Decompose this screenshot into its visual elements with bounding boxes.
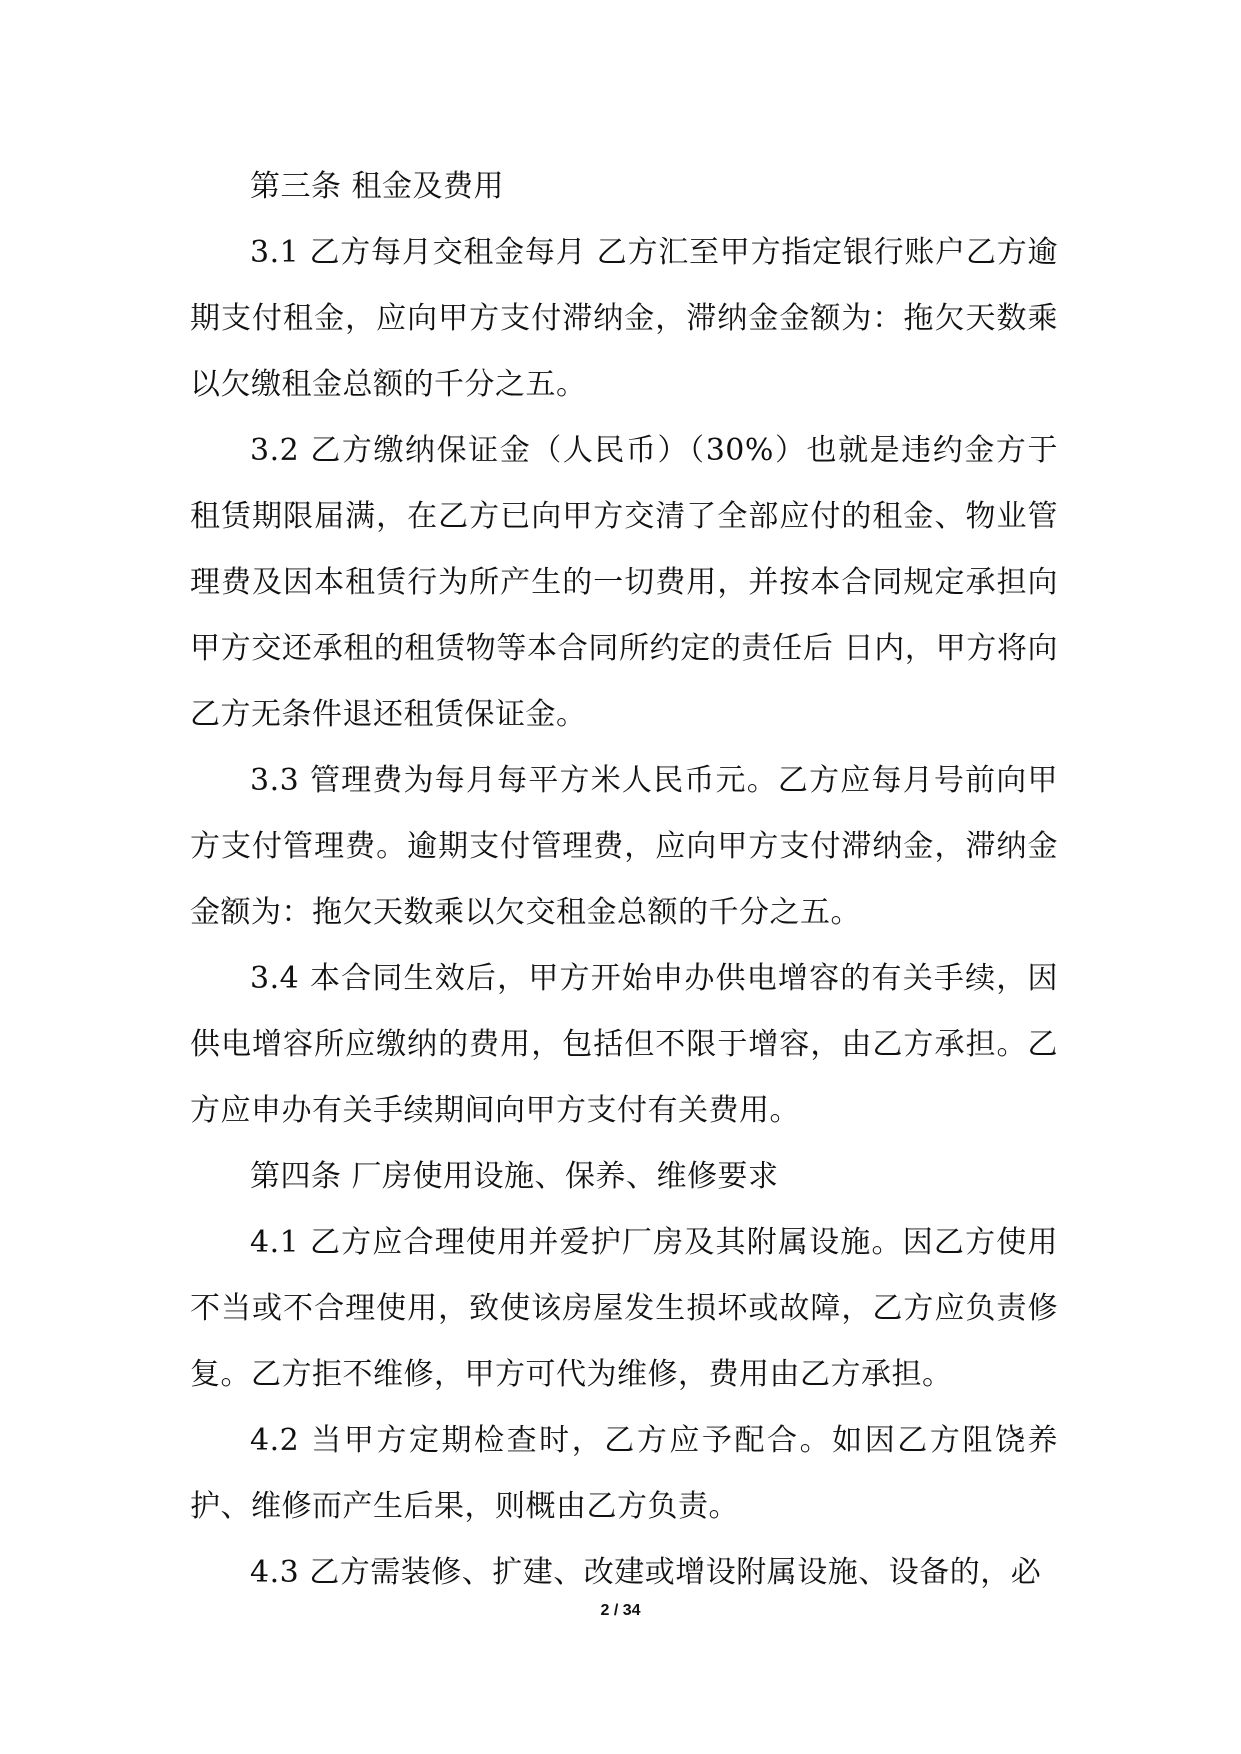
clause-3-1: 3.1 乙方每月交租金每月 乙方汇至甲方指定银行账户乙方逾期支付租金，应向甲方支付滞纳金，滞纳金金额为：拖欠天数乘以欠缴租金总额的千分之五。 [190,235,1058,402]
clause-4-3: 4.3 乙方需装修、扩建、改建或增设附属设施、设备的，必 [250,1555,1042,1590]
clause-3-3: 3.3 管理费为每月每平方米人民币元。乙方应每月号前向甲方支付管理费。逾期支付管理费，应向甲方支付滞纳金，滞纳金金额为：拖欠天数乘以欠交租金总额的千分之五。 [190,763,1058,930]
article-4-heading: 第四条 厂房使用设施、保养、维修要求 [250,1159,779,1194]
clause-4-1: 4.1 乙方应合理使用并爱护厂房及其附属设施。因乙方使用不当或不合理使用，致使该房屋发生损坏或故障，乙方应负责修复。乙方拒不维修，甲方可代为维修，费用由乙方承担。 [190,1225,1058,1392]
article-3-heading: 第三条 租金及费用 [250,169,505,204]
clause-4-2: 4.2 当甲方定期检查时，乙方应予配合。如因乙方阻饶养护、维修而产生后果，则概由乙方负责。 [190,1423,1058,1524]
clause-3-2: 3.2 乙方缴纳保证金（人民币）（30%）也就是违约金方于租赁期限届满，在乙方已向甲方交清了全部应付的租金、物业管理费及因本租赁行为所产生的一切费用，并按本合同规定承担向甲方交还承租的租赁物等本合同所约定的责任后 日内，甲方将向乙方无条件退还租赁保证金。 [190,433,1058,732]
page-number: 2 / 34 [600,1602,641,1619]
clause-3-4: 3.4 本合同生效后，甲方开始申办供电增容的有关手续，因供电增容所应缴纳的费用，包括但不限于增容，由乙方承担。乙方应申办有关手续期间向甲方支付有关费用。 [190,961,1058,1128]
document-body [190,154,1058,1606]
